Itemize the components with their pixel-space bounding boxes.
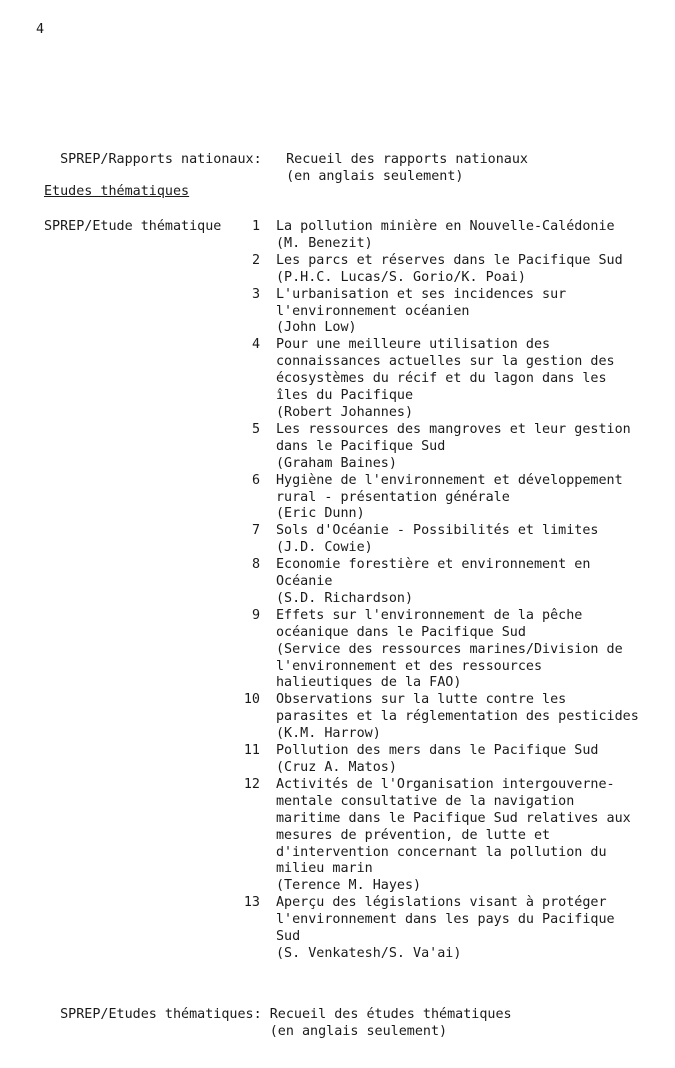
entry-author: (Cruz A. Matos)	[276, 760, 397, 775]
entry-number: 12	[243, 776, 260, 792]
national-reports-label: SPREP/Rapports nationaux:	[60, 151, 262, 167]
topic-reviews-collection-title: Recueil des études thématiques	[269, 1006, 512, 1022]
entry-title: Activités de l'Organisation intergouverne-mentale consultative de la navigation maritime dans le Pacifique Sud relatives aux mesures de prévention, de lutte et d'intervention concernant la pollution du milieu marin	[276, 776, 631, 877]
topic-review-entry	[44, 523, 644, 557]
entry-number: 11	[243, 743, 260, 759]
entry-author: (S. Venkatesh/S. Va'ai)	[276, 945, 462, 961]
national-reports-line	[44, 135, 528, 186]
topic-review-entry	[44, 337, 644, 422]
entry-author: (Graham Baines)	[276, 455, 397, 471]
topic-review-entry	[44, 777, 644, 895]
topic-review-label: SPREP/Etude thématique	[44, 219, 222, 234]
entry-number: 9	[251, 607, 260, 623]
topic-review-entry	[44, 743, 644, 777]
entry-author: (S.D. Richardson)	[276, 590, 414, 606]
topic-review-entry	[44, 473, 644, 524]
entry-title: Les parcs et réserves dans le Pacifique Sud	[276, 252, 623, 268]
entry-author: (P.H.C. Lucas/S. Gorio/K. Poai)	[276, 269, 526, 285]
entry-number: 6	[251, 472, 260, 488]
entry-title: Aperçu des législations visant à protéger l'environnement dans les pays du Pacifique Sud	[276, 895, 615, 945]
entry-title: La pollution minière en Nouvelle-Calédonie	[276, 219, 615, 234]
entry-number: 8	[251, 557, 260, 573]
entry-author: (Eric Dunn)	[276, 506, 365, 522]
entry-number: 3	[251, 286, 260, 302]
topic-reviews-collection-line	[44, 990, 512, 1041]
topic-review-entry	[44, 287, 644, 338]
entry-title: Sols d'Océanie - Possibilités et limites	[276, 523, 599, 539]
entry-author: (John Low)	[276, 320, 357, 336]
entry-number: 5	[251, 421, 260, 437]
topic-reviews-collection-note: (en anglais seulement)	[269, 1023, 448, 1039]
section-heading: Etudes thématiques	[44, 184, 190, 199]
topic-review-entry	[44, 895, 644, 963]
page-number: 4	[36, 22, 45, 37]
entry-number: 4	[251, 337, 260, 353]
topic-review-entry	[44, 557, 644, 608]
entry-author: (Robert Johannes)	[276, 404, 414, 420]
topic-review-list	[44, 219, 644, 963]
entry-author: (M. Benezit)	[276, 235, 373, 251]
topic-review-entry	[44, 219, 644, 253]
entry-title: Economie forestière et environnement en Océanie	[276, 557, 591, 590]
entry-number: 10	[243, 692, 260, 708]
national-reports-title: Recueil des rapports nationaux	[286, 151, 528, 167]
entry-author: (K.M. Harrow)	[276, 726, 381, 742]
topic-review-entry	[44, 692, 644, 743]
entry-title: Pour une meilleure utilisation des connaissances actuelles sur la gestion des écosystèmes du récif et du lagon dans les îles du Pacifique	[276, 337, 615, 404]
entry-title: Les ressources des mangroves et leur gestion dans le Pacifique Sud	[276, 421, 631, 454]
entry-title: Observations sur la lutte contre les parasites et la réglementation des pesticides	[276, 692, 639, 725]
entry-number: 7	[251, 523, 260, 539]
entry-number: 13	[243, 895, 260, 911]
national-reports-description	[286, 152, 528, 186]
entry-number: 2	[251, 252, 260, 268]
entry-author: (J.D. Cowie)	[276, 540, 373, 556]
entry-title: Effets sur l'environnement de la pêche océanique dans le Pacifique Sud	[276, 607, 583, 640]
topic-review-entry	[44, 253, 644, 287]
entry-title: Pollution des mers dans le Pacifique Sud	[276, 743, 599, 759]
topic-review-entry	[44, 608, 644, 693]
topic-review-entry	[44, 422, 644, 473]
national-reports-note: (en anglais seulement)	[286, 168, 464, 184]
entry-author: (Terence M. Hayes)	[276, 878, 422, 894]
entry-title: Hygiène de l'environnement et développement rural - présentation générale	[276, 472, 623, 505]
entry-author: (Service des ressources marines/Division de l'environnement et des ressources halieutiques de la FAO)	[276, 641, 623, 691]
topic-reviews-collection-description	[270, 1007, 512, 1041]
topic-reviews-collection-label: SPREP/Etudes thématiques:	[60, 1006, 262, 1022]
entry-number: 1	[251, 219, 260, 234]
entry-title: L'urbanisation et ses incidences sur l'environnement océanien	[276, 286, 567, 319]
